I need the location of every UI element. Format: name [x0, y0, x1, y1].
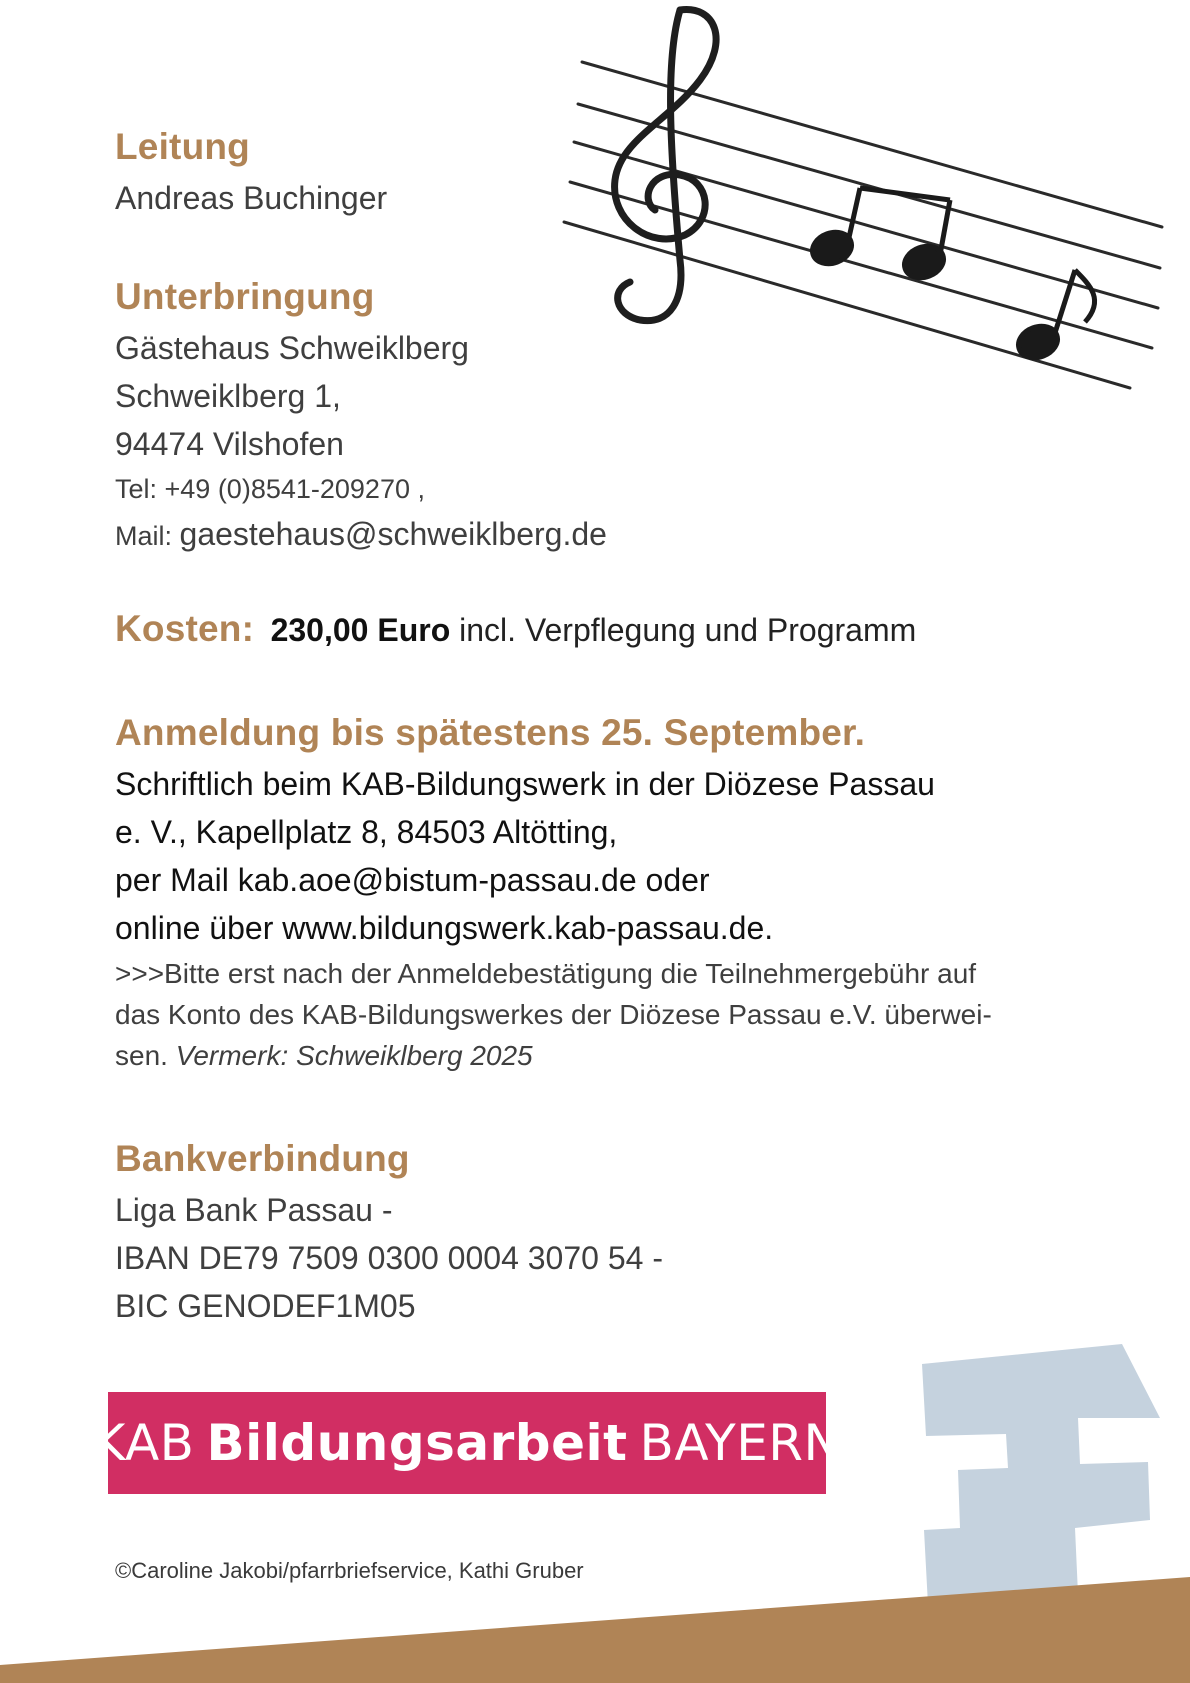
kosten-row	[115, 608, 916, 650]
kosten-amount: 230,00 Euro	[270, 612, 451, 648]
anmeldung-line2: e. V., Kapellplatz 8, 84503 Altötting,	[115, 814, 618, 850]
leitung-name: Andreas Buchinger	[115, 180, 388, 216]
photo-credit: ©Caroline Jakobi/pfarrbriefservice, Kathi Gruber	[115, 1558, 584, 1583]
anmeldung-vermerk: Vermerk: Schweiklberg 2025	[175, 1040, 533, 1071]
anmeldung-note2: das Konto des KAB-Bildungswerkes der Diözese Passau e.V. überwei-	[115, 999, 992, 1030]
unterbringung-heading: Unterbringung	[115, 276, 375, 317]
ground-band	[0, 1577, 1190, 1683]
unterbringung-mail-row	[115, 516, 607, 553]
unterbringung-line1: Gästehaus Schweiklberg	[115, 330, 469, 366]
bank-iban: IBAN DE79 7509 0300 0004 3070 54 -	[115, 1240, 663, 1276]
bank-line1: Liga Bank Passau -	[115, 1192, 393, 1228]
mail-label: Mail:	[115, 521, 180, 551]
anmeldung-line1: Schriftlich beim KAB-Bildungswerk in der Diözese Passau	[115, 766, 935, 802]
kab-banner-logo	[92, 1392, 842, 1494]
music-notes-illustration	[530, 0, 1190, 400]
treble-clef-icon	[615, 10, 717, 321]
bank-bic: BIC GENODEF1M05	[115, 1288, 416, 1324]
anmeldung-line4: online über www.bildungswerk.kab-passau.de.	[115, 910, 774, 946]
banner-bayern: BAYERN	[639, 1414, 842, 1472]
kosten-rest: incl. Verpflegung und Programm	[450, 612, 917, 648]
kosten-heading: Kosten:	[115, 608, 255, 649]
leitung-heading: Leitung	[115, 126, 250, 167]
anmeldung-note1: >>>Bitte erst nach der Anmeldebestätigung die Teilnehmergebühr auf	[115, 958, 977, 989]
mail-address[interactable]: gaestehaus@schweiklberg.de	[179, 516, 607, 552]
anmeldung-note3	[115, 1040, 533, 1072]
anmeldung-line3: per Mail kab.aoe@bistum-passau.de oder	[115, 862, 710, 898]
bank-heading: Bankverbindung	[115, 1138, 410, 1179]
logo-shape	[922, 1344, 1160, 1605]
unterbringung-line2: Schweiklberg 1,	[115, 378, 341, 414]
anmeldung-heading: Anmeldung bis spätestens 25. September.	[115, 712, 866, 753]
banner-kab: KAB	[92, 1414, 195, 1472]
banner-bildungsarbeit: Bildungsarbeit	[206, 1414, 628, 1472]
unterbringung-tel: Tel: +49 (0)8541-209270 ,	[115, 474, 425, 504]
anmeldung-note3-text: sen.	[115, 1040, 176, 1071]
unterbringung-line3: 94474 Vilshofen	[115, 426, 344, 462]
